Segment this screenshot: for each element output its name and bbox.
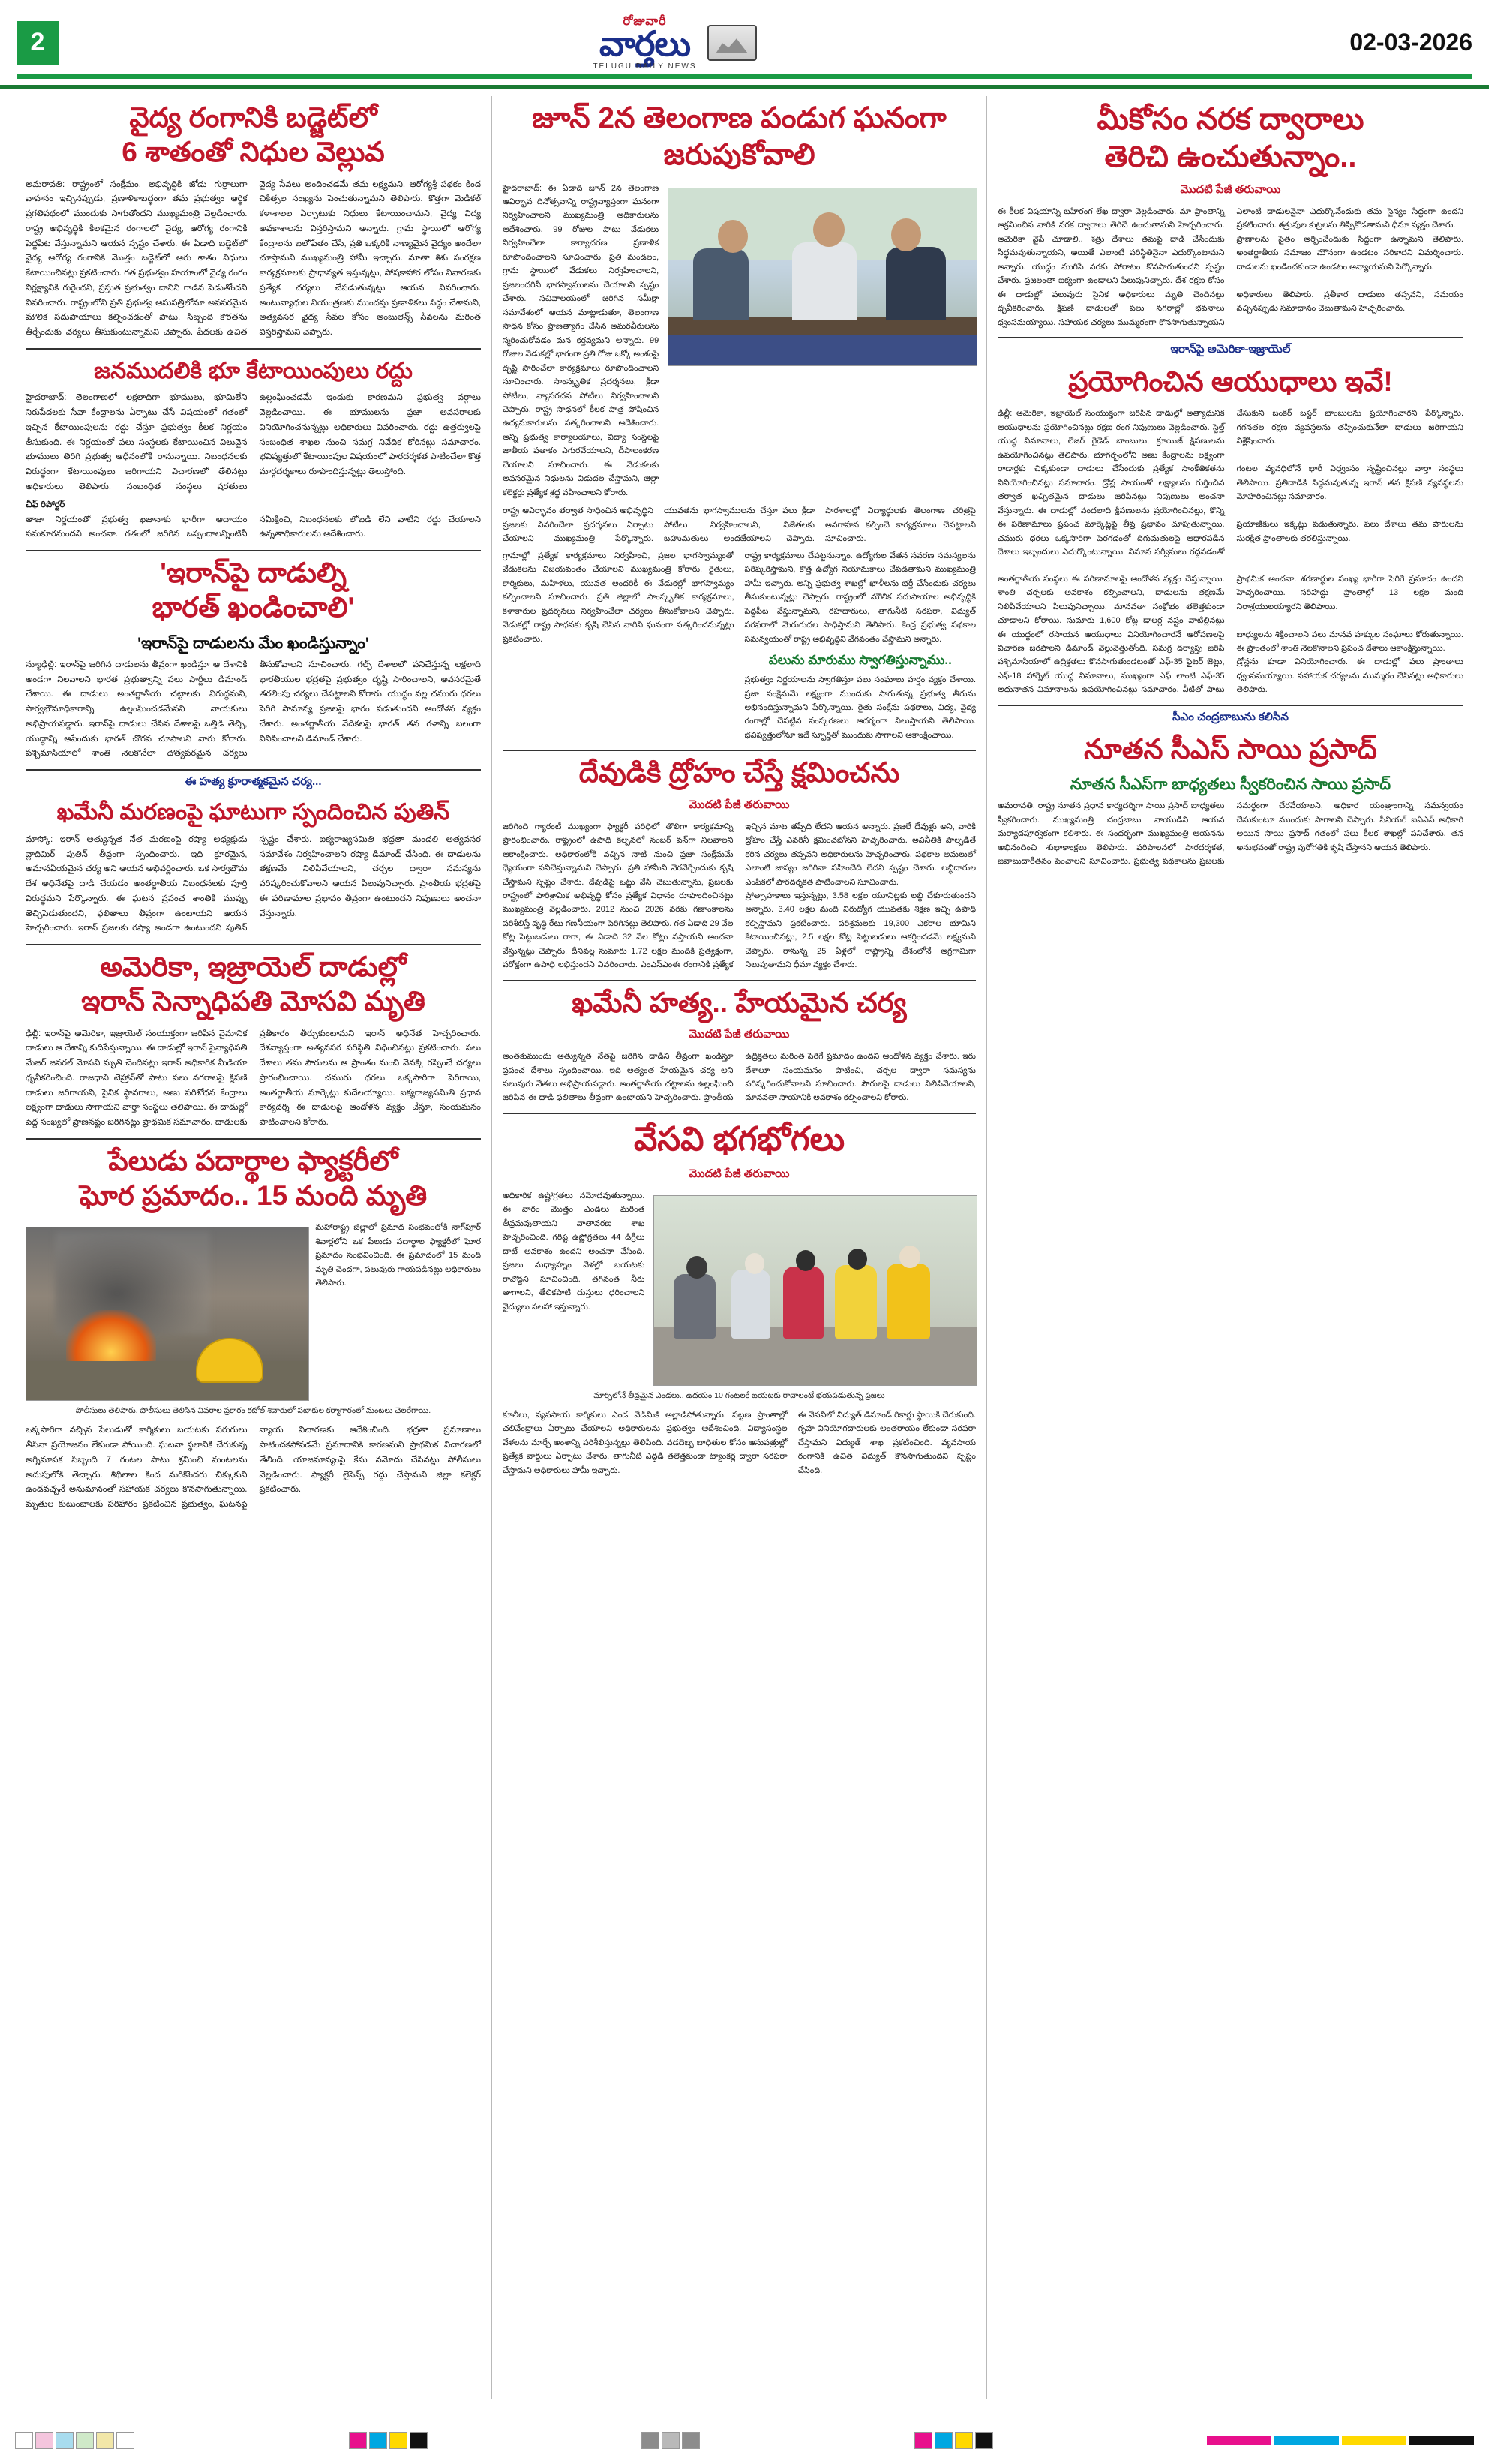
article-khamenei-killing [503,986,976,1105]
article-summer-heat [503,1119,976,1477]
body-hell-gates-2: అమెరికా వైపే చూడాలి.. శత్రు దేశాలు తమపై దాడి చేసేందుకు సిద్ధమవుతున్నాయని, అయితే ఎలాంటి పరిస్థితినైనా ఎదుర్కొంటామని అన్నారు. యుద్ధం ముగిసే వరకు పోరాటం కొనసాగుతుందని స్పష్టం చేశారు. ప్రజలంతా ఐక్యంగా ఉండాలని పిలుపునిచ్చారు. దేశ రక్షణ కోసం ప్రాణాలను సైతం అర్పించేందుకు సిద్ధంగా ఉన్నామని తెలిపారు. అంతర్జాతీయ సమాజం మౌనంగా ఉండటం సరికాదని విమర్శించారు. దాడులను ఖండించకుండా ఉండటం అన్యాయమని పేర్కొన్నారు. [998,234,1463,286]
article-god-betrayal [503,756,976,972]
subhead-telangana-welcome: పలును మారుము స్వాగతిస్తున్నాము.. [768,652,952,667]
headline-weapons: ప్రయోగించిన ఆయుధాలు ఇవే! [1068,366,1393,398]
body-factory-blast-bottom: ఒక్కసారిగా వచ్చిన పేలుడుతో కార్మికులు బయటకు పరుగులు తీసినా ప్రయోజనం లేకుండా పోయింది. ఘటనా స్థలానికి చేరుకున్న అగ్నిమాపక సిబ్బంది 7 గంటల పాటు శ్రమించి మంటలను అదుపులోకి తెచ్చారు. శిథిలాల కింద మరికొందరు చిక్కుకుని ఉండవచ్చనే అనుమానంతో సహాయక చర్యలు కొనసాగుతున్నాయి. మృతుల కుటుంబాలకు పరిహారం ప్రకటించిన ప్రభుత్వం, ఘటనపై న్యాయ విచారణకు ఆదేశించింది. భద్రతా ప్రమాణాలు పాటించకపోవడమే ప్రమాదానికి కారణమని ప్రాథమిక విచారణలో తేలింది. యాజమాన్యంపై కేసు నమోదు చేసినట్లు పోలీసులు వెల్లడించారు. ఫ్యాక్టరీ లైసెన్స్ రద్దు చేస్తామని జిల్లా కలెక్టర్ ప్రకటించారు. [26,1426,481,1510]
subhead-new-cs: నూతన సీఎస్‌గా బాధ్యతలు స్వీకరించిన సాయి ప్రసాద్ [1070,776,1391,794]
colorbar-bar-cyan [1274,2436,1339,2445]
colorbar-group-right [914,2432,993,2449]
body-god-betrayal-2: రాష్ట్రంలో పారిశ్రామిక అభివృద్ధి కోసం ప్రత్యేక విధానం రూపొందించినట్లు ముఖ్యమంత్రి వెల్లడించారు. 2012 నుంచి 2026 వరకు గణాంకాలను పరిశీలిస్తే వృద్ధి రేటు గణనీయంగా పెరిగినట్లు తెలిపారు. గత ఏడాది 29 వేల కోట్ల పెట్టుబడులు రాగా, ఈ ఏడాది 32 వేల కోట్లు వస్తాయని అంచనా వేస్తున్నట్లు చెప్పారు. దీనివల్ల సుమారు 1.72 లక్షల మందికి ప్రత్యక్షంగా, పరోక్షంగా ఉపాధి లభిస్తుందని వివరించారు. ఎంఎస్ఎంఈ రంగానికి ప్రత్యేక ప్రోత్సాహకాలు ఇస్తున్నట్లు, 3.58 లక్షల యూనిట్లకు లబ్ధి చేకూరుతుందని అన్నారు. 3.40 లక్షల మంది నిరుద్యోగ యువతకు శిక్షణ ఇచ్చి ఉపాధి కల్పిస్తామని ప్రకటించారు. పరిశ్రమలకు 19,300 ఎకరాల భూమిని కేటాయించినట్లు, 2.5 లక్షల కోట్ల పెట్టుబడులు ఆకర్షించడమే లక్ష్యమని చెప్పారు. రానున్న 25 ఏళ్లలో రాష్ట్రాన్ని దేశంలోనే అగ్రగామిగా నిలుపుతామని ధీమా వ్యక్తం చేశారు. [503,891,976,970]
headline-hell-gates: మీకోసం నరక ద్వారాలు తెరిచి ఉంచుతున్నాం.. [1097,103,1364,173]
body-weapons-3: ఈ పరిణామాలు ప్రపంచ మార్కెట్లపై తీవ్ర ప్రభావం చూపుతున్నాయి. చమురు ధరలు ఒక్కసారిగా పెరగడంతో దిగుమతులపై ఆధారపడిన దేశాలు ఇబ్బందులు ఎదుర్కొంటున్నాయి. విమాన సర్వీసులు రద్దవడంతో ప్రయాణికులు ఇక్కట్లు పడుతున్నారు. పలు దేశాలు తమ పౌరులను సురక్షిత ప్రాంతాలకు తరలిస్తున్నాయి. [998,520,1463,557]
colorbar-group-mid1 [349,2432,428,2449]
kicker-new-cs: సీఎం చంద్రబాబును కలిసిన [1172,710,1289,723]
divider [503,750,976,751]
body-land-allotment: హైదరాబాద్: తెలంగాణలో లక్షలాదిగా భూములు, భూమిలేని నిరుపేదలకు సేవా కేంద్రాలను ఏర్పాటు చేసే విషయంలో గతంలో ఇచ్చిన కేటాయింపులను రద్దు చేస్తూ ప్రభుత్వం కీలక నిర్ణయం తీసుకుంది. ఈ నిర్ణయంతో పలు సంస్థలకు కేటాయించిన విలువైన భూములు తిరిగి ప్రభుత్వ ఆధీనంలోకి రానున్నాయి. నిబంధనలకు విరుద్ధంగా కేటాయింపులు జరిగాయని విచారణలో తేలినట్లు అధికారులు తెలిపారు. సంబంధిత సంస్థలు షరతులు ఉల్లంఘించడమే ఇందుకు కారణమని ప్రభుత్వ వర్గాలు వెల్లడించాయి. ఈ భూములను ప్రజా అవసరాలకు వినియోగించనున్నట్లు అధికారులు వివరించారు. రద్దు ఉత్తర్వులపై సంబంధిత శాఖల నుంచి సమగ్ర నివేదిక కోరినట్లు సమాచారం. భవిష్యత్తులో కేటాయింపుల విషయంలో పారదర్శకత పాటించేలా కొత్త మార్గదర్శకాలు రూపొందిస్తున్నట్లు తెలుస్తోంది. [26,393,481,492]
colorbar-group-left [15,2432,134,2449]
article-mousavi-killed [26,950,481,1131]
headline-telangana-day: జూన్ 2న తెలంగాణ పండుగ ఘనంగా జరుపుకోవాలి [532,102,947,171]
article-new-cs [998,711,1463,869]
colorbar-bar-yellow [1342,2436,1406,2445]
divider [998,705,1463,706]
factory-fire-photo [26,1227,309,1401]
kicker-putin: ఈ హత్య క్రూరాత్మకమైన చర్య... [185,775,322,789]
divider [26,769,481,771]
article-putin-reaction [26,775,481,936]
body-war-impact-2: ఈ యుద్ధంలో రసాయన ఆయుధాలు వినియోగించారనే ఆరోపణలపై విచారణ జరపాలని డిమాండ్ వెల్లువెత్తుతోంది. సమగ్ర దర్యాప్తు జరిపి బాధ్యులను శిక్షించాలని పలు మానవ హక్కుల సంఘాలు కోరుతున్నాయి. ఈ ప్రాంతంలో శాంతి నెలకొనాలని ప్రపంచ దేశాలు ఆకాంక్షిస్తున్నాయి. [998,630,1463,653]
body-war-impact-3: పశ్చిమాసియాలో ఉద్రిక్తతలు కొనసాగుతుండటంతో ఎఫ్-35 ఫైటర్ జెట్లు, ఎఫ్-18 హార్నెట్ యుద్ధ విమానాలు, ముఖ్యంగా ఎఫ్ లాంటి ఎఫ్-35 అధునాతన విమానాలను ఉపయోగించినట్లు సమాచారం. వీటితో పాటు డ్రోన్లను కూడా వినియోగించారు. ఈ దాడుల్లో పలు ప్రాంతాలు ధ్వంసమయ్యాయి. సహాయక చర్యలను ముమ్మరం చేసినట్లు అధికారులు తెలిపారు. [998,657,1463,695]
newspaper-emblem-icon [707,25,757,61]
divider [26,1138,481,1140]
body-telangana-welcome: ప్రభుత్వం నిర్ణయాలను స్వాగతిస్తూ పలు సంఘాలు హర్షం వ్యక్తం చేశాయి. ప్రజా సంక్షేమమే లక్ష్యంగా ముందుకు సాగుతున్న ప్రభుత్వ తీరును అభినందిస్తున్నామని పేర్కొన్నాయి. రైతు సంక్షేమ పథకాలు, విద్య, వైద్య రంగాల్లో చేపట్టిన సంస్కరణలు ఆదర్శంగా నిలుస్తాయని తెలిపాయి. భవిష్యత్తులోనూ ఇదే స్ఫూర్తితో ముందుకు సాగాలని ఆకాంక్షించాయి. [744,675,976,740]
divider [998,337,1463,338]
article-land-allotment-cancel [26,357,481,542]
page-columns [0,89,1489,2399]
body-iran-condemn: న్యూఢిల్లీ: ఇరాన్‌పై జరిగిన దాడులను తీవ్రంగా ఖండిస్తూ ఆ దేశానికి అండగా నిలవాలని భారత ప్రభుత్వాన్ని పలు పార్టీలు డిమాండ్ చేశాయి. ఈ దాడులు అంతర్జాతీయ చట్టాలకు విరుద్ధమని, సార్వభౌమాధికారాన్ని ఉల్లంఘించడమేనని నాయకులు అభిప్రాయపడ్డారు. ఇరాన్‌పై దాడులు చేసిన దేశాలపై ఒత్తిడి తెచ్చి, యుద్ధాన్ని ఆపేందుకు భారత్ చొరవ చూపాలని వారు కోరారు. పశ్చిమాసియాలో శాంతి నెలకొనేలా దౌత్యపరమైన చర్యలు తీసుకోవాలని సూచించారు. గల్ఫ్ దేశాలలో పనిచేస్తున్న లక్షలాది భారతీయుల భద్రతపై ప్రభుత్వం దృష్టి సారించాలని, అవసరమైతే తరలింపు చర్యలు చేపట్టాలని కోరారు. యుద్ధం వల్ల చమురు ధరలు పెరిగి సామాన్య ప్రజలపై భారం పడుతుందని ఆందోళన వ్యక్తం చేశారు. అంతర్జాతీయ వేదికలపై భారత్ తన గళాన్ని బలంగా వినిపించాలని డిమాండ్ చేశారు. [26,660,481,759]
body-telangana-mid: గ్రామాల్లో ప్రత్యేక కార్యక్రమాలు నిర్వహించి, ప్రజల భాగస్వామ్యంతో వేడుకలను విజయవంతం చేయాలని ముఖ్యమంత్రి కోరారు. రైతులు, కార్మికులు, మహిళలు, యువత అందరికీ ఈ వేడుకల్లో భాగస్వామ్యం కల్పించాలని సూచించారు. ప్రతి జిల్లాలో సాంస్కృతిక కార్యక్రమాలు, కళాకారుల ప్రదర్శనలు నిర్వహించేలా చర్యలు తీసుకోవాలని చెప్పారు. వేడుకల్లో రాష్ట్ర సాధనకు కృషి చేసిన వారిని ఘనంగా సత్కరించనున్నట్లు ప్రకటించారు. [503,551,734,644]
colorbar-bar-black [1409,2436,1474,2445]
article-war-impact [998,572,1463,697]
print-registration-colorbar [15,2431,1474,2450]
caption-factory-fire: పోలీసులు తెలిపారు. పోలీసులు తెలిసిన వివరాల ప్రకారం కటోల్ శివారులో పటాకుల కర్మాగారంలో మంటలు చెలరేగాయి. [75,1406,431,1416]
article-hell-gates [998,101,1463,329]
byline-hell-gates: మొదటి పేజీ తరువాయి [1180,183,1281,196]
article-health-budget [26,101,481,341]
masthead [0,0,1489,89]
cm-review-meeting-photo [668,188,977,366]
body-telangana-right: రాష్ట్ర కార్యక్రమాలు చేపట్టనున్నాం. ఉద్యోగుల వేతన సవరణ సమస్యలను పరిష్కరిస్తామని, కొత్త ఉద్యోగ నియామకాలు చేపడతామని ముఖ్యమంత్రి హామీ ఇచ్చారు. అన్ని ప్రభుత్వ శాఖల్లో ఖాళీలను భర్తీ చేసేందుకు చర్యలు తీసుకుంటున్నట్లు చెప్పారు. రాష్ట్రంలో మౌలిక సదుపాయాల అభివృద్ధికి పెద్దపీట వేస్తున్నామని, రహదారులు, తాగునీటి సరఫరా, విద్యుత్ సరఫరాలో మెరుగుదల సాధిస్తామని తెలిపారు. కేంద్ర ప్రభుత్వ పథకాల సమన్వయంతో రాష్ట్ర అభివృద్ధిని వేగవంతం చేస్తామని అన్నారు. [744,551,976,644]
divider [503,980,976,981]
caption-summer-heat: మార్చిలోనే తీవ్రమైన ఎండలు.. ఉదయం 10 గంటలకే బయటకు రావాలంటే భయపడుతున్న ప్రజలు [593,1390,885,1400]
summer-heat-street-photo [653,1195,977,1386]
divider [26,944,481,945]
divider [503,1113,976,1114]
byline-land-allotment: చీఫ్ రిపోర్టర్ [26,500,65,509]
byline-god-betrayal: మొదటి పేజీ తరువాయి [689,798,790,811]
page-number: 2 [17,21,59,65]
article-iran-condemn [26,556,481,762]
body-hell-gates-3: ఈ దాడుల్లో పలువురు సైనిక అధికారులు మృతి చెందినట్లు ధృవీకరించారు. క్షిపణి దాడులతో పలు నగరాల్లో భవనాలు ధ్వంసమయ్యాయి. సహాయక చర్యలు ముమ్మరంగా కొనసాగుతున్నాయని అధికారులు తెలిపారు. ప్రతీకార దాడులు తప్పవని, సమయం వచ్చినప్పుడు సమాధానం చెబుతామని హెచ్చరించారు. [998,290,1463,327]
headline-putin: ఖమేనీ మరణంపై ఘాటుగా స్పందించిన పుతిన్ [56,800,450,825]
body-summer-left: అధికారిక ఉష్ణోగ్రతలు నమోదవుతున్నాయి. ఈ వారం మొత్తం ఎండలు మరింత తీవ్రమవుతాయని వాతావరణ శాఖ హెచ్చరించింది. గరిష్ట ఉష్ణోగ్రతలు 44 డిగ్రీలు దాటే అవకాశం ఉందని అంచనా వేసింది. ప్రజలు మధ్యాహ్నం వేళల్లో బయటకు రావొద్దని సూచించింది. తగినంత నీరు తాగాలని, తేలికపాటి దుస్తులు ధరించాలని వైద్యులు సలహా ఇస్తున్నారు. [503,1191,645,1312]
logo-tagline: రోజువారీ [623,15,667,28]
body-weapons: ఢిల్లీ: అమెరికా, ఇజ్రాయెల్ సంయుక్తంగా జరిపిన దాడుల్లో అత్యాధునిక ఆయుధాలను ప్రయోగించినట్లు రక్షణ రంగ నిపుణులు వెల్లడించారు. స్టెల్త్ యుద్ధ విమానాలు, లేజర్ గైడెడ్ బాంబులు, క్రూయిజ్ క్షిపణులను ఉపయోగించినట్లు తెలిపారు. భూగర్భంలోని అణు కేంద్రాలను లక్ష్యంగా చేసుకుని బంకర్ బస్టర్ బాంబులను ప్రయోగించారని పేర్కొన్నారు. గగనతల రక్షణ వ్యవస్థలను తప్పించుకునేలా దాడులు జరిగాయని విశ్లేషించారు. [998,409,1463,460]
column-right [987,96,1474,2399]
headline-new-cs: నూతన సీఎస్ సాయి ప్రసాద్ [1084,733,1377,765]
colorbar-group-mid2 [641,2432,700,2449]
article-weapons-used [998,343,1463,559]
byline-summer-heat: మొదటి పేజీ తరువాయి [689,1167,790,1180]
logo-subtitle: TELUGU DAILY NEWS [593,62,697,71]
headline-factory-blast: పేలుడు పదార్థాల ఫ్యాక్టరీలో ఘోర ప్రమాదం.. 15 మంది మృతి [79,1145,428,1212]
headline-god-betrayal: దేవుడికి ద్రోహం చేస్తే క్షమించను [578,757,900,789]
body-god-betrayal: జరిగింది గ్యారంటీ ముఖ్యంగా ఫ్యాక్టరీ పరిధిలో తొలిగా కార్యక్రమాన్ని ప్రారంభించారు. రాష్ట్రంలో ఉపాధి కల్పనలో నంబర్ వన్‌గా నిలవాలని ఆకాంక్షించారు. అధికారంలోకి వచ్చిన నాటి నుంచి ప్రజా సంక్షేమమే ధ్యేయంగా పనిచేస్తున్నామని చెప్పారు. ప్రతి హామీని నెరవేర్చేందుకు కృషి చేస్తామని స్పష్టం చేశారు. దేవుడిపై ఒట్టు వేసి చెబుతున్నాను, ప్రజలకు ఇచ్చిన మాట తప్పేది లేదని ఆయన అన్నారు. ప్రజలే దేవుళ్లు అని, వారికి ద్రోహం చేస్తే ఎవరినీ క్షమించబోనని హెచ్చరించారు. అవినీతికి పాల్పడితే కఠిన చర్యలు తప్పవని అధికారులను హెచ్చరించారు. పథకాల అమలులో ఎలాంటి జాప్యం జరిగినా సహించేది లేదని స్పష్టం చేశారు. లబ్ధిదారుల ఎంపికలో పారదర్శకత పాటించాలని సూచించారు. [503,822,976,887]
kicker-weapons: ఇరాన్‌పై అమెరికా-ఇజ్రాయెల్ [1170,343,1291,356]
byline-khamenei-killing: మొదటి పేజీ తరువాయి [689,1028,790,1041]
column-left [15,96,492,2399]
body-khamenei-killing: అంతకుముందు అత్యున్నత నేతపై జరిగిన దాడిని తీవ్రంగా ఖండిస్తూ ప్రపంచ దేశాలు స్పందించాయి. ఇది అత్యంత హేయమైన చర్య అని పలువురు నేతలు అభిప్రాయపడ్డారు. అంతర్జాతీయ చట్టాలను ఉల్లంఘించి జరిపిన ఈ దాడి ఫలితాలు తీవ్రంగా ఉంటాయని హెచ్చరించారు. ప్రాంతీయ ఉద్రిక్తతలు మరింత పెరిగే ప్రమాదం ఉందని ఆందోళన వ్యక్తం చేశారు. ఇరు దేశాలూ సంయమనం పాటించి, చర్చల ద్వారా సమస్యను పరిష్కరించుకోవాలని సూచించారు. పౌరులపై దాడులు నిలిపివేయాలని, మానవతా సాయానికి అవకాశం కల్పించాలని కోరారు. [503,1052,976,1103]
body-telangana-left: హైదరాబాద్: ఈ ఏడాది జూన్ 2న తెలంగాణ ఆవిర్భావ దినోత్సవాన్ని రాష్ట్రవ్యాప్తంగా ఘనంగా నిర్వహించాలని ముఖ్యమంత్రి అధికారులను ఆదేశించారు. 99 రోజుల పాటు వేడుకలు నిర్వహించేలా కార్యాచరణ ప్రణాళిక రూపొందించాలని సూచించారు. ప్రతి మండలం, గ్రామ స్థాయిలో వేడుకలు నిర్వహించాలని, ప్రజలందరినీ భాగస్వాములను చేయాలని స్పష్టం చేశారు. సచివాలయంలో జరిగిన సమీక్షా సమావేశంలో ఆయన మాట్లాడుతూ, తెలంగాణ సాధన కోసం ప్రాణత్యాగం చేసిన అమరవీరులను స్మరించుకోవడం మన కర్తవ్యమని అన్నారు. 99 రోజుల వేడుకల్లో భాగంగా ప్రతి రోజు ఒక్కో అంశంపై దృష్టి సారించేలా కార్యక్రమాలు రూపొందించాలని సూచించారు. సాంస్కృతిక ప్రదర్శనలు, క్రీడా పోటీలు, వ్యాసరచన పోటీలు నిర్వహించాలని చెప్పారు. రాష్ట్ర సాధనలో కీలక పాత్ర పోషించిన ఉద్యమకారులను సత్కరించాలని ఆదేశించారు. అన్ని ప్రభుత్వ కార్యాలయాలు, విద్యా సంస్థలపై జాతీయ పతాకం ఎగురవేయాలని, దీపాలంకరణ చేయాలని సూచించారు. ఈ వేడుకలకు అవసరమైన నిధులను విడుదల చేస్తామని, జిల్లా కలెక్టర్లు ప్రత్యేక శ్రద్ధ వహించాలని కోరారు. [503,183,659,497]
body-hell-gates: ఈ కీలక విషయాన్ని బహిరంగ లేఖ ద్వారా వెల్లడించారు. మా ప్రాంతాన్ని ఆక్రమించిన వారికి నరక ద్వారాలు తెరిచే ఉంచుతామని హెచ్చరించారు. ఎలాంటి దాడులనైనా ఎదుర్కొనేందుకు తమ సైన్యం సిద్ధంగా ఉందని ప్రకటించారు. శత్రువుల కుట్రలను తిప్పికొడతామని ధీమా వ్యక్తం చేశారు. [998,207,1463,230]
masthead-logo [72,14,1277,71]
body-mousavi: ఢిల్లీ: ఇరాన్‌పై అమెరికా, ఇజ్రాయెల్ సంయుక్తంగా జరిపిన వైమానిక దాడులు ఆ దేశాన్ని కుదిపేస్తున్నాయి. ఈ దాడుల్లో ఇరాన్ సైన్యాధిపతి మేజర్ జనరల్ మోసవి మృతి చెందినట్లు ఇరాన్ అధికారిక మీడియా ధృవీకరించింది. రాజధాని టెహ్రాన్‌తో పాటు పలు నగరాలపై క్షిపణి దాడులు జరిగాయని, సైనిక స్థావరాలు, అణు పరిశోధన కేంద్రాలు లక్ష్యంగా దాడులు సాగాయని వార్తా సంస్థలు తెలిపాయి. ఈ దాడుల్లో పెద్ద సంఖ్యలో ప్రాణనష్టం జరిగినట్లు ప్రాథమిక సమాచారం. దాడులకు ప్రతీకారం తీర్చుకుంటామని ఇరాన్ అధినేత హెచ్చరించారు. దేశవ్యాప్తంగా అత్యవసర పరిస్థితి విధించినట్లు ప్రకటించారు. పలు దేశాలు తమ పౌరులను ఆ ప్రాంతం నుంచి వెనక్కి రప్పించే చర్యలు ప్రారంభించాయి. చమురు ధరలు ఒక్కసారిగా పెరిగాయి, అంతర్జాతీయ మార్కెట్లు కుదేలయ్యాయి. ఐక్యరాజ్యసమితి ప్రధాన కార్యదర్శి ఈ దాడులపై ఆందోళన వ్యక్తం చేస్తూ, సంయమనం పాటించాలని కోరారు. [26,1029,481,1128]
subhead-iran-condemn: 'ఇరాన్‌పై దాడులను మేం ఖండిస్తున్నాం' [137,634,369,652]
column-center [492,96,987,2399]
body-summer-after: కూలీలు, వ్యవసాయ కార్మికులు ఎండ వేడిమికి అల్లాడిపోతున్నారు. పట్టణ ప్రాంతాల్లో చలివేంద్రాలు ఏర్పాటు చేయాలని అధికారులను ప్రభుత్వం ఆదేశించింది. విద్యాసంస్థల వేళలను మార్చే అంశాన్ని పరిశీలిస్తున్నట్లు తెలిపింది. వడదెబ్బ బాధితుల కోసం ఆసుపత్రుల్లో ప్రత్యేక వార్డులు ఏర్పాటు చేశారు. తాగునీటి ఎద్దడి తలెత్తకుండా ట్యాంకర్ల ద్వారా సరఫరా చేస్తామని అధికారులు హామీ ఇచ్చారు. [503,1410,788,1475]
headline-iran-condemn: 'ఇరాన్‌పై దాడుల్ని భారత్ ఖండించాలి' [152,557,355,624]
headline-khamenei-killing: ఖమేనీ హత్య.. హేయమైన చర్య [572,987,907,1018]
body-factory-blast-top: మహారాష్ట్ర జిల్లాలో ప్రమాద సంభవంలోకి నాగ్‌పూర్ శివార్లలోని ఒక పేలుడు పదార్థాల ఫ్యాక్టరీలో ఘోర ప్రమాదం సంభవించింది. ఈ ప్రమాదంలో 15 మంది మృతి చెందగా, పలువురు గాయపడినట్లు అధికారులు తెలిపారు. [315,1223,481,1288]
masthead-divider [17,74,1472,79]
body-weapons-2: రాడార్లకు చిక్కకుండా దాడులు చేసేందుకు ప్రత్యేక సాంకేతికతను వినియోగించినట్లు సమాచారం. డ్రోన్ల సాయంతో లక్ష్యాలను గుర్తించిన తర్వాత ఖచ్చితమైన దాడులు జరిపినట్లు నిపుణులు అంచనా వేస్తున్నారు. ఈ దాడుల్లో వందలాది క్షిపణులను ప్రయోగించినట్లు, కొన్ని గంటల వ్యవధిలోనే భారీ విధ్వంసం సృష్టించినట్లు వార్తా సంస్థలు తెలిపాయి. ప్రతిదాడికి సిద్ధమవుతున్న ఇరాన్ తన క్షిపణి వ్యవస్థలను మోహరించినట్లు సమాచారం. [998,464,1463,515]
body-summer-right: ఈ వేసవిలో విద్యుత్ డిమాండ్ రికార్డు స్థాయికి చేరుకుంది. గృహ వినియోగదారులకు అంతరాయం లేకుండా సరఫరా చేస్తామని విద్యుత్ శాఖ ప్రకటించింది. వ్యవసాయ రంగానికి ఉచిత విద్యుత్ కొనసాగుతుందని స్పష్టం చేసింది. [797,1410,976,1475]
body-new-cs: అమరావతి: రాష్ట్ర నూతన ప్రధాన కార్యదర్శిగా సాయి ప్రసాద్ బాధ్యతలు స్వీకరించారు. ముఖ్యమంత్రి చంద్రబాబు నాయుడిని ఆయన మర్యాదపూర్వకంగా కలిశారు. ఈ సందర్భంగా ముఖ్యమంత్రి ఆయనను అభినందించి శుభాకాంక్షలు తెలిపారు. పరిపాలనలో పారదర్శకత, జవాబుదారీతనం పెంచాలని సూచించారు. ప్రభుత్వ పథకాలను ప్రజలకు సమర్థంగా చేరవేయాలని, అధికార యంత్రాంగాన్ని సమన్వయం చేసుకుంటూ ముందుకు సాగాలని చెప్పారు. సీనియర్ ఐఏఎస్ అధికారి అయిన సాయి ప్రసాద్ గతంలో పలు కీలక శాఖల్లో పనిచేశారు. తన అనుభవంతో రాష్ట్ర పురోగతికి కృషి చేస్తానని ఆయన తెలిపారు. [998,801,1463,867]
publication-date: 02-03-2026 [1349,29,1472,56]
article-factory-blast [26,1144,481,1513]
colorbar-bar-magenta [1207,2436,1271,2445]
body-health-budget: అమరావతి: రాష్ట్రంలో సంక్షేమం, అభివృద్ధికి జోడు గుర్రాలుగా వాహనం ఇచ్చినప్పుడు, ప్రణాళికాబద్ధంగా తమ ప్రభుత్వం ఆర్థిక ప్రగతిపథంలో ముందుకు సాగుతోందని ముఖ్యమంత్రి వెల్లడించారు. రాష్ట్ర అభివృద్ధికి కీలకమైన రంగాలలో వైద్య, ఆరోగ్య రంగానికి పెద్దపీట వేస్తున్నామని ఆయన స్పష్టం చేశారు. ఈ ఏడాది బడ్జెట్‌లో వైద్య ఆరోగ్య రంగానికి మొత్తం బడ్జెట్‌లో ఆరు శాతం నిధులు కేటాయించినట్లు ప్రకటించారు. గత ప్రభుత్వం హయాంలో వైద్య రంగం నిర్లక్ష్యానికి గురైందని, ప్రస్తుత ప్రభుత్వం దానిని గాడిన పెడుతోందని వివరించారు. రాష్ట్రంలోని ప్రతి ప్రభుత్వ ఆసుపత్రిలోనూ అవసరమైన మౌలిక సదుపాయాలు కల్పించడంతో పాటు, సిబ్బంది కొరతను తీర్చేందుకు చర్యలు తీసుకుంటున్నామని చెప్పారు. పేదలకు ఉచిత వైద్య సేవలు అందించడమే తమ లక్ష్యమని, ఆరోగ్యశ్రీ పథకం కింద చికిత్సల సంఖ్యను పెంచుతున్నామని తెలిపారు. కొత్తగా మెడికల్ కళాశాలల ఏర్పాటుకు నిధులు కేటాయించామని, వైద్య విద్య అవకాశాలను విస్తరిస్తామని అన్నారు. గ్రామ స్థాయిలో ఆరోగ్య కేంద్రాలను బలోపేతం చేసి, ప్రతి ఒక్కరికీ నాణ్యమైన వైద్యం అందేలా చూస్తామని ముఖ్యమంత్రి హామీ ఇచ్చారు. మాతా శిశు సంరక్షణ కార్యక్రమాలకు ప్రాధాన్యత ఇస్తున్నట్లు, పోషకాహార లోపం నివారణకు ప్రత్యేక చర్యలు చేపడుతున్నట్లు ఆయన వివరించారు. అంటువ్యాధుల నియంత్రణకు ముందస్తు ప్రణాళికలు సిద్ధం చేశామని, అత్యవసర వైద్య సేవల కోసం అంబులెన్స్ సేవలను మరింత విస్తరిస్తామని చెప్పారు. [26,179,481,338]
body-land-allotment-2: తాజా నిర్ణయంతో ప్రభుత్వ ఖజానాకు భారీగా ఆదాయం సమకూరనుందని అంచనా. గతంలో జరిగిన ఒప్పందాలన్నింటినీ సమీక్షించి, నిబంధనలకు లోబడి లేని వాటిని రద్దు చేయాలని ఉన్నతాధికారులను ఆదేశించారు. [26,515,481,539]
body-telangana-main: రాష్ట్ర ఆవిర్భావం తర్వాత సాధించిన అభివృద్ధిని ప్రజలకు వివరించేలా ప్రదర్శనలు ఏర్పాటు చేయాలని ముఖ్యమంత్రి పేర్కొన్నారు. యువతను భాగస్వాములను చేస్తూ పలు క్రీడా పోటీలు నిర్వహించాలని, విజేతలకు బహుమతులు అందజేయాలని చెప్పారు. పాఠశాలల్లో విద్యార్థులకు తెలంగాణ చరిత్రపై అవగాహన కల్పించే కార్యక్రమాలు చేపట్టాలని సూచించారు. [503,506,976,544]
divider [26,348,481,350]
headline-health-budget: వైద్య రంగానికి బడ్జెట్‌లో 6 శాతంతో నిధుల వెల్లువ [122,102,385,168]
headline-land-allotment: జనముదలికి భూ కేటాయింపులు రద్దు [94,358,413,383]
body-war-impact: అంతర్జాతీయ సంస్థలు ఈ పరిణామాలపై ఆందోళన వ్యక్తం చేస్తున్నాయి. శాంతి చర్చలకు అవకాశం కల్పించాలని, దాడులను తక్షణమే నిలిపివేయాలని పిలుపునిచ్చాయి. మానవతా సంక్షోభం తలెత్తకుండా చూడాలని కోరాయి. సుమారు 1,600 కోట్ల డాలర్ల నష్టం వాటిల్లినట్లు ప్రాథమిక అంచనా. శరణార్థుల సంఖ్య భారీగా పెరిగే ప్రమాదం ఉందని హెచ్చరించాయి. సరిహద్దు ప్రాంతాల్లో 13 లక్షల మంది నిరాశ్రయులయ్యారని తెలిపాయి. [998,574,1463,626]
article-telangana-formation-day [503,101,976,742]
headline-summer-heat: వేసవి భగభోగలు [633,1120,845,1158]
headline-mousavi: అమెరికా, ఇజ్రాయెల్ దాడుల్లో ఇరాన్ సెన్నాధిపతి మోసవి మృతి [81,951,425,1017]
body-putin: మాస్కో: ఇరాన్ అత్యున్నత నేత మరణంపై రష్యా అధ్యక్షుడు వ్లాదిమిర్ పుతిన్ తీవ్రంగా స్పందించారు. ఇది క్రూరమైన, అమానవీయమైన చర్య అని ఆయన అభివర్ణించారు. ఒక సార్వభౌమ దేశ అధినేతపై దాడి చేయడం అంతర్జాతీయ నిబంధనలకు పూర్తి విరుద్ధమని పేర్కొన్నారు. ఈ ఘటన ప్రపంచ శాంతికి ముప్పు తెచ్చిపెడుతుందని, ఫలితాలు తీవ్రంగా ఉంటాయని ఆయన హెచ్చరించారు. ఇరాన్ ప్రజలకు రష్యా అండగా ఉంటుందని పుతిన్ స్పష్టం చేశారు. ఐక్యరాజ్యసమితి భద్రతా మండలి అత్యవసర సమావేశం నిర్వహించాలని రష్యా డిమాండ్ చేసింది. ఈ దాడులను తక్షణమే నిలిపివేయాలని, చర్చల ద్వారా సమస్యను పరిష్కరించుకోవాలని ఆయన పిలుపునిచ్చారు. ప్రాంతీయ భద్రతపై ఈ పరిణామాల ప్రభావం తీవ్రంగా ఉంటుందని నిపుణులు అంచనా వేస్తున్నారు. [26,834,481,933]
logo-title: వార్తలు [599,24,690,63]
divider [26,550,481,551]
